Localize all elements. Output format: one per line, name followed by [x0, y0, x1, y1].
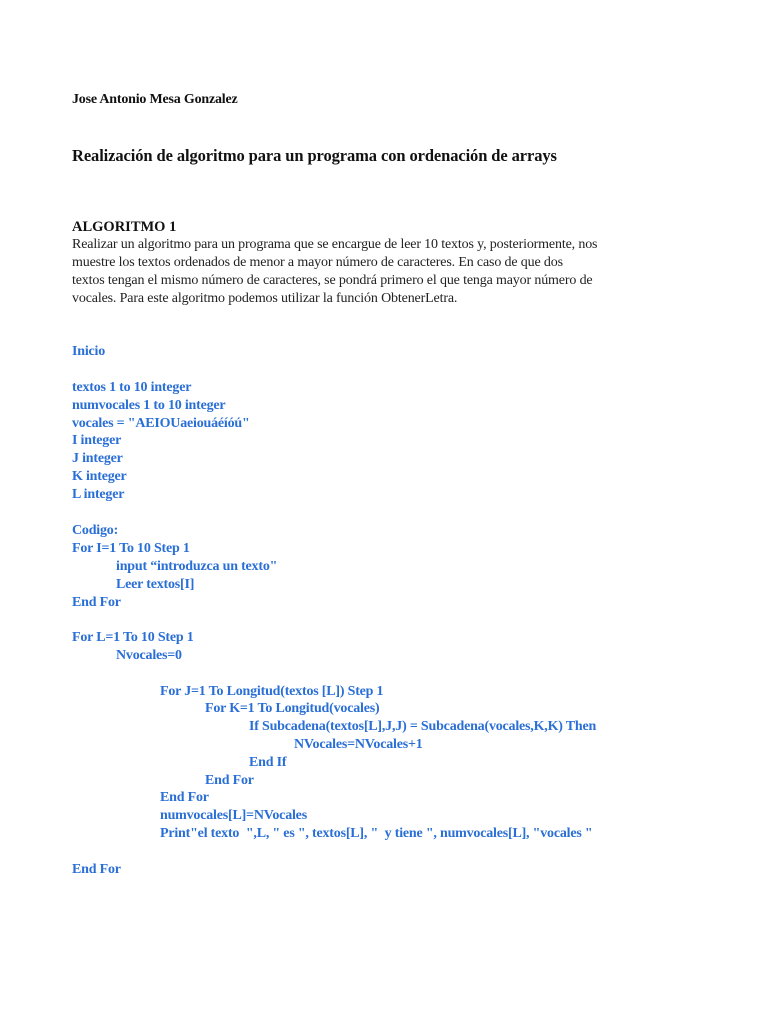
- code-end-for-k: End For: [205, 773, 254, 788]
- code-loop2-init: Nvocales=0: [116, 648, 182, 663]
- code-for-k: For K=1 To Longitud(vocales): [205, 701, 380, 716]
- code-inicio: Inicio: [72, 344, 106, 359]
- code-assign: numvocales[L]=NVocales: [160, 808, 307, 823]
- description-line: textos tengan el mismo número de caracteres, se pondrá primero el que tenga mayor número de: [72, 273, 593, 288]
- code-for-j: For J=1 To Longitud(textos [L]) Step 1: [160, 684, 384, 699]
- description-line: vocales. Para este algoritmo podemos utilizar la función ObtenerLetra.: [72, 291, 458, 306]
- code-loop1-read: Leer textos[I]: [116, 577, 195, 592]
- code-declaration: textos 1 to 10 integer: [72, 380, 192, 395]
- code-end-if: End If: [249, 755, 287, 770]
- code-declaration: numvocales 1 to 10 integer: [72, 398, 226, 413]
- code-print: Print"el texto ",L, " es ", textos[L], " y tiene ", numvocales[L], "vocales ": [160, 826, 593, 841]
- description-line: muestre los textos ordenados de menor a mayor número de caracteres. En caso de que dos: [72, 255, 563, 270]
- author-name: Jose Antonio Mesa Gonzalez: [72, 92, 238, 107]
- code-loop1-input: input “introduzca un texto": [116, 559, 278, 574]
- code-increment: NVocales=NVocales+1: [294, 737, 423, 752]
- code-declaration: K integer: [72, 469, 127, 484]
- code-loop2-header: For L=1 To 10 Step 1: [72, 630, 194, 645]
- code-declaration: I integer: [72, 433, 122, 448]
- code-loop1-end: End For: [72, 595, 121, 610]
- document-title: Realización de algoritmo para un programa con ordenación de arrays: [72, 146, 557, 165]
- code-declaration: J integer: [72, 451, 123, 466]
- code-loop2-end: End For: [72, 862, 121, 877]
- section-heading: ALGORITMO 1: [72, 219, 177, 235]
- code-end-for-j: End For: [160, 790, 209, 805]
- description-line: Realizar un algoritmo para un programa que se encargue de leer 10 textos y, posteriormente, nos: [72, 237, 598, 252]
- code-declaration: vocales = "AEIOUaeiouáéíóú": [72, 416, 250, 431]
- code-loop1-header: For I=1 To 10 Step 1: [72, 541, 190, 556]
- code-if: If Subcadena(textos[L],J,J) = Subcadena(vocales,K,K) Then: [249, 719, 597, 734]
- code-codigo-label: Codigo:: [72, 523, 119, 538]
- code-declaration: L integer: [72, 487, 125, 502]
- description-paragraph: [72, 236, 672, 308]
